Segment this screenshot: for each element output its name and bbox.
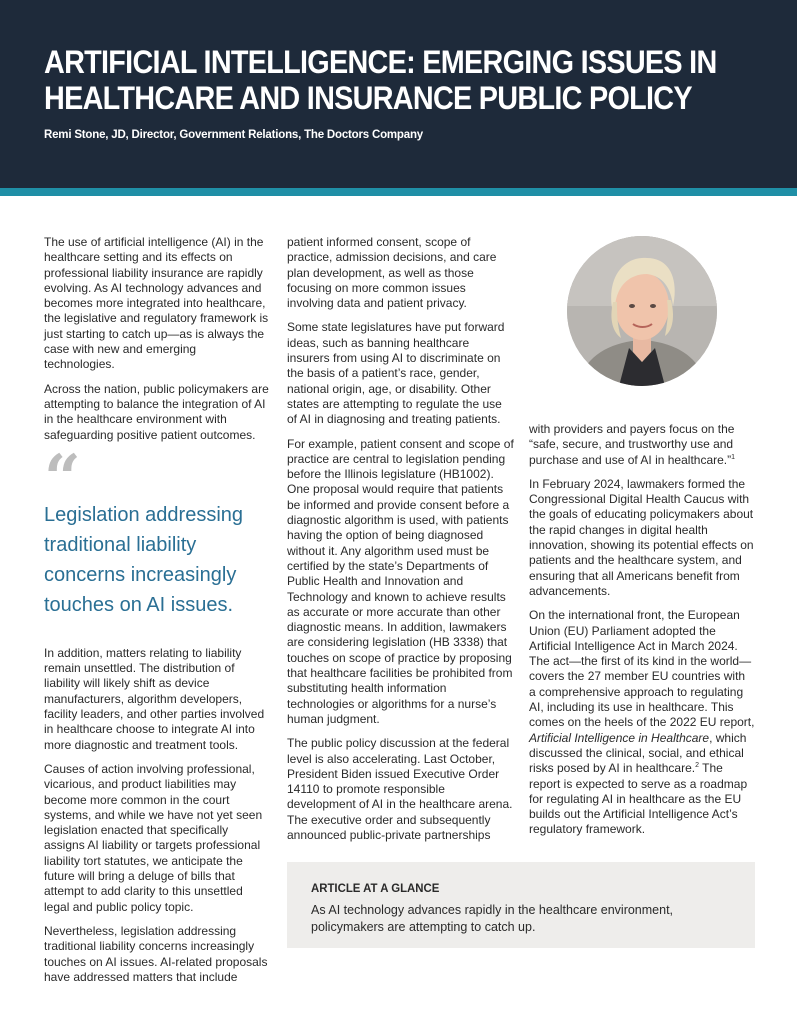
paragraph: Causes of action involving professional, vicarious, and product liabilities may become more common in the court systems, and while we have not yet seen legislation enacted that specifically assigns AI liability or targets professional liability tort statutes, we anticipate the future will bring a deluge of bills that attempt to add clarity to this unsettled legal and public policy topic. bbox=[44, 761, 263, 914]
paragraph: Some state legislatures have put forward ideas, such as banning healthcare insurers from using AI to discriminate on the basis of a patient’s race, gender, national origin, age, or disability. Other states are attempting to regulate the use of AI in diagnosing and treating patients. bbox=[287, 320, 505, 427]
text-column-1 bbox=[44, 235, 270, 994]
glance-body: As AI technology advances rapidly in the healthcare environment, policymakers are attempting to catch up. bbox=[311, 903, 674, 934]
pull-quote-text: Legislation addressing traditional liability concerns increasingly touches on AI issues. bbox=[44, 503, 244, 616]
text-column-2 bbox=[287, 235, 515, 852]
paragraph-text: The report is expected to serve as a roadmap for regulating AI in healthcare as the EU builds out the Artificial Intelligence Act’s regulatory framework. bbox=[529, 761, 748, 837]
article-title-line-1: ARTIFICIAL INTELLIGENCE: EMERGING ISSUES IN bbox=[44, 44, 717, 80]
author-portrait-icon bbox=[567, 236, 717, 386]
paragraph: For example, patient consent and scope of practice are central to legislation pending before the Illinois legislature (HB1002). One proposal would require that patients be informed and provide consent before a diagnostic algorithm is used, with patients having the option of being diagnosed without it. Any algorithm used must be certified by the state’s Departments of Public Health and Innovation and Technology and known to achieve results as accurate or more accurate than other diagnostic means. In addition, lawmakers are considering legislation (HB 3338) that touches on scope of practice by proposing that healthcare facilities be prohibited from substituting health information technologies or algorithms for a nurse’s human judgment. bbox=[287, 436, 514, 726]
author-byline: Remi Stone, JD, Director, Government Relations, The Doctors Company bbox=[44, 129, 423, 141]
paragraph bbox=[529, 608, 755, 837]
author-portrait-drawing bbox=[567, 236, 717, 386]
paragraph-text: On the international front, the European Union (EU) Parliament adopted the Artificial Intelligence Act in March 2024. The act—the first of its kind in the world—covers the 27 member EU countries with a comprehensive approach to regulating AI, including its use in healthcare. This comes on the heels of the 2022 EU report, bbox=[529, 608, 755, 730]
pull-quote bbox=[44, 440, 270, 620]
paragraph: Across the nation, public policymakers are attempting to balance the integration of AI in the healthcare environment with safeguarding positive patient outcomes. bbox=[44, 381, 269, 442]
paragraph: Nevertheless, legislation addressing traditional liability concerns increasingly touches on AI issues. AI-related proposals have addressed matters that include bbox=[44, 923, 268, 984]
paragraph-text: with providers and payers focus on the “safe, secure, and trustworthy use and purchase and use of AI in healthcare.” bbox=[529, 422, 735, 467]
report-title: Artificial Intelligence in Healthcare bbox=[529, 730, 710, 745]
glance-title: ARTICLE AT A GLANCE bbox=[311, 881, 440, 895]
paragraph: The public policy discussion at the federal level is also accelerating. Last October, President Biden issued Executive Order 14110 to promote responsible development of AI in the healthcare arena. The executive order and subsequently announced public-private partnerships bbox=[287, 736, 513, 842]
footnote-ref: 1 bbox=[731, 453, 736, 461]
paragraph bbox=[529, 422, 755, 468]
article-at-a-glance-box bbox=[287, 862, 755, 948]
page-header bbox=[0, 0, 797, 188]
footnote-ref: 2 bbox=[695, 762, 699, 770]
quote-mark-icon: “ bbox=[44, 440, 81, 516]
paragraph: patient informed consent, scope of practice, admission decisions, and care plan development, as well as those focusing on more common issues involving data and patient privacy. bbox=[287, 235, 497, 311]
article-title-line-2: HEALTHCARE AND INSURANCE PUBLIC POLICY bbox=[44, 80, 692, 116]
text-column-3 bbox=[529, 422, 755, 847]
paragraph: In February 2024, lawmakers formed the Congressional Digital Health Caucus with the goals of educating policymakers about the rapid changes in digital health innovation, showing its potential effects on patients and the healthcare system, and ensuring that all Americans benefit from advancements. bbox=[529, 476, 754, 598]
paragraph: In addition, matters relating to liability remain unsettled. The distribution of liability will likely shift as device manufacturers, algorithm developers, facility leaders, and other parties involved in healthcare choose to integrate AI into more diagnostic and treatment tools. bbox=[44, 645, 265, 752]
paragraph-text: , which discussed the clinical, social, and ethical risks posed by AI in healthcare. bbox=[529, 730, 747, 776]
paragraph: The use of artificial intelligence (AI) in the healthcare setting and its effects on professional liability insurance are rapidly evolving. As AI technology advances and becomes more integrated into healthcare, the legislative and regulatory framework is just starting to catch up—as is always the case with new and emerging technologies. bbox=[44, 235, 269, 372]
header-accent-stripe bbox=[0, 188, 797, 196]
article-title bbox=[44, 44, 717, 116]
